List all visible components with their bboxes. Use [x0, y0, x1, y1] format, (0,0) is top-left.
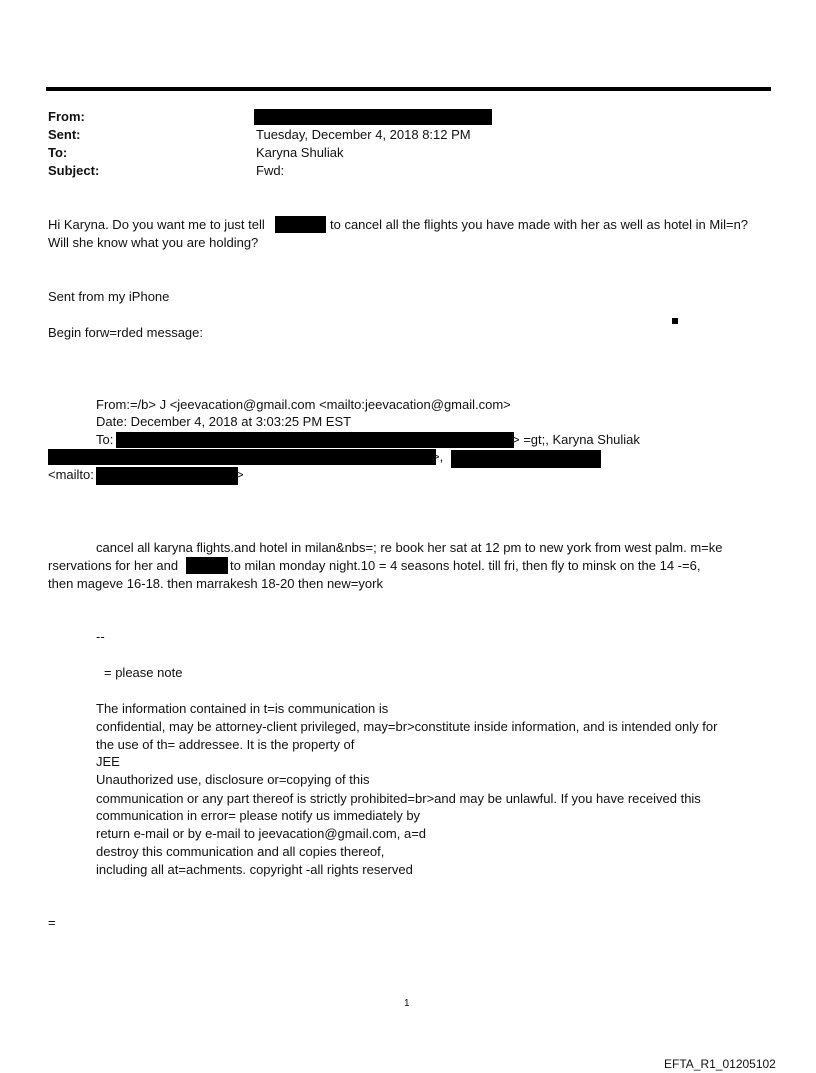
- disclaimer-line: destroy this communication and all copies thereof,: [96, 844, 385, 859]
- please-note: = please note: [104, 665, 183, 680]
- fwd-to-label: To:: [96, 432, 114, 447]
- message-line3: then mageve 16-18. then marrakesh 18-20 then new=york: [48, 576, 383, 591]
- message-line2-start: rservations for her and: [48, 558, 179, 573]
- body-line1-end: to cancel all the flights you have made with her as well as hotel in Mil=n?: [330, 217, 749, 232]
- sent-from-iphone: Sent from my iPhone: [48, 289, 170, 304]
- to-label: To:: [48, 145, 68, 160]
- disclaimer-line: JEE: [96, 754, 120, 769]
- header-rule: [46, 87, 771, 91]
- fwd-mailto-start: <mailto:: [48, 467, 94, 482]
- body-line1-start: Hi Karyna. Do you want me to just tell: [48, 217, 265, 232]
- disclaimer-line: confidential, may be attorney-client privileged, may=br>constitute inside information, and is intended only for: [96, 719, 718, 734]
- disclaimer-line: The information contained in t=is communication is: [96, 701, 389, 716]
- sent-value: Tuesday, December 4, 2018 8:12 PM: [256, 127, 471, 142]
- redaction-to-1: [116, 432, 514, 448]
- fwd-to-line2-tail: >,: [432, 449, 444, 464]
- begin-forwarded: Begin forw=rded message:: [48, 325, 204, 340]
- from-label: From:: [48, 109, 85, 124]
- message-line1: cancel all karyna flights.and hotel in milan&nbs=; re book her sat at 12 pm to new york from west palm. m=ke: [96, 540, 723, 555]
- redaction-dot: [672, 318, 678, 324]
- fwd-mailto-end: >: [236, 467, 244, 482]
- disclaimer-line: communication or any part thereof is strictly prohibited=br>and may be unlawful. If you have received this: [96, 791, 701, 806]
- redaction-mailto: [96, 467, 238, 485]
- message-line2-end: to milan monday night.10 = 4 seasons hotel. till fri, then fly to minsk on the 14 -=6,: [230, 558, 701, 573]
- redaction-to-3: [451, 450, 601, 468]
- redaction-to-2: [48, 449, 436, 465]
- to-value: Karyna Shuliak: [256, 145, 344, 160]
- redaction-name-2: [186, 557, 228, 574]
- disclaimer-line: communication in error= please notify us immediately by: [96, 808, 421, 823]
- disclaimer-line: Unauthorized use, disclosure or=copying of this: [96, 772, 370, 787]
- disclaimer-line: including all at=achments. copyright -all rights reserved: [96, 862, 413, 877]
- fwd-from-line: From:=/b> J <jeevacation@gmail.com <mailto:jeevacation@gmail.com>: [96, 397, 511, 412]
- body-line2: Will she know what you are holding?: [48, 235, 259, 250]
- fwd-date-line: Date: December 4, 2018 at 3:03:25 PM EST: [96, 414, 352, 429]
- subject-value: Fwd:: [256, 163, 285, 178]
- page-number: 1: [404, 998, 410, 1009]
- subject-label: Subject:: [48, 163, 100, 178]
- disclaimer-line: the use of th= addressee. It is the property of: [96, 737, 355, 752]
- bates-number: EFTA_R1_01205102: [664, 1057, 776, 1071]
- trailing-equals: =: [48, 915, 56, 930]
- redaction-from: [254, 109, 492, 125]
- redaction-name-1: [275, 216, 326, 233]
- sent-label: Sent:: [48, 127, 81, 142]
- fwd-to-tail: > =gt;, Karyna Shuliak: [512, 432, 640, 447]
- disclaimer-line: return e-mail or by e-mail to jeevacation@gmail.com, a=d: [96, 826, 427, 841]
- signature-dashes: --: [96, 629, 105, 644]
